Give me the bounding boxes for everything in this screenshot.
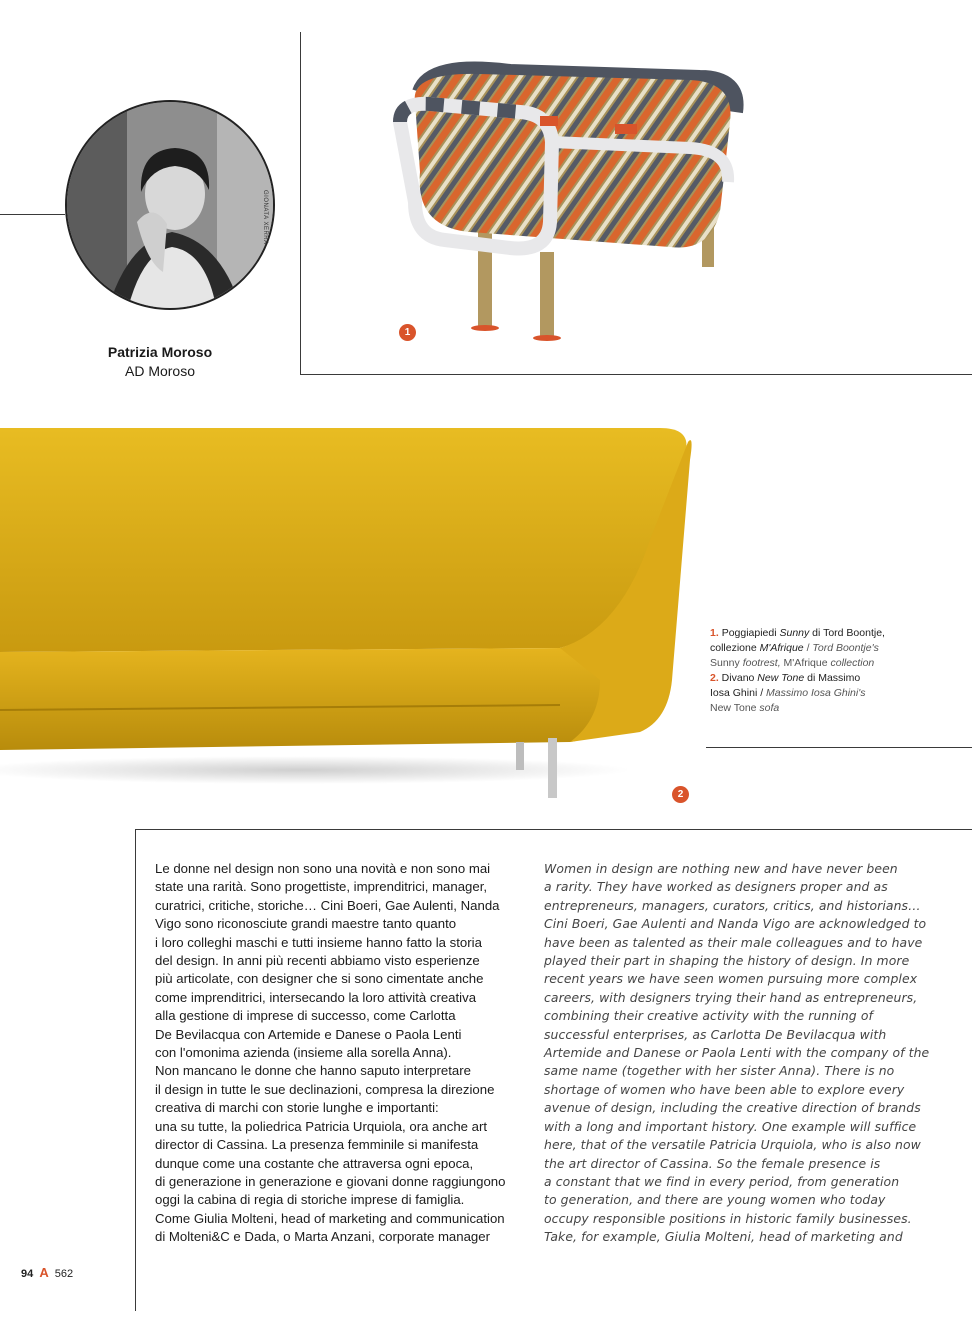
- body-line: same name (together with her sister Anna). There is no: [544, 1063, 895, 1079]
- body-line: i loro colleghi maschi e tutti insieme hanno fatto la storia: [155, 934, 482, 950]
- body-line: Artemide and Danese or Paola Lenti with the company of the: [544, 1045, 930, 1061]
- magazine-logo: A: [39, 1265, 49, 1280]
- caption-text: di Massimo: [804, 672, 861, 684]
- person-name: Patrizia Moroso: [107, 344, 213, 360]
- caption-text: Sunny: [710, 657, 743, 669]
- body-line: director di Cassina. La presenza femminile si manifesta: [155, 1137, 479, 1153]
- body-line: Come Giulia Molteni, head of marketing and communication: [155, 1210, 505, 1226]
- rule-left-portrait: [0, 214, 65, 215]
- body-line: più articolate, con designer che si sono cimentate anche: [155, 971, 484, 987]
- rule-top-frame-vertical: [300, 32, 301, 374]
- body-line: di generazione in generazione e giovani donne raggiungono: [155, 1173, 506, 1189]
- body-line: a rarity. They have worked as designers proper and as: [544, 879, 888, 895]
- caption-text: Tord Boontje's: [812, 642, 879, 654]
- body-text-english: [544, 860, 930, 1247]
- body-line: avenue of design, including the creative direction of brands: [544, 1100, 921, 1116]
- body-line: alla gestione di imprese di successo, come Carlotta: [155, 1008, 456, 1024]
- page-number: 94: [21, 1268, 34, 1280]
- body-line: careers, with designers trying their hand as entrepreneurs,: [544, 989, 918, 1005]
- caption-item-1: [710, 626, 950, 671]
- person-role: AD Moroso: [124, 363, 196, 379]
- body-line: here, that of the versatile Patricia Urquiola, who is also now: [544, 1137, 921, 1153]
- caption-text: New Tone: [757, 672, 805, 684]
- body-line: state una rarità. Sono progettiste, imprenditrici, manager,: [155, 879, 488, 895]
- caption-text: M'Afrique: [780, 657, 831, 669]
- image-captions: [710, 626, 950, 716]
- body-line: Take, for example, Giulia Molteni, head of marketing and: [544, 1229, 903, 1245]
- rule-top-frame-bottom: [300, 374, 972, 375]
- body-line: with a long and important history. One example will suffice: [544, 1118, 917, 1134]
- body-line: a constant that we find in every period, from generation: [544, 1173, 900, 1189]
- caption-text: Divano: [718, 672, 758, 684]
- body-line: successful enterprises, as Carlotta De Bevilacqua with: [544, 1026, 887, 1042]
- body-line: curatrici, critiche, storiche… Cini Boeri, Gae Aulenti, Nanda: [155, 897, 500, 913]
- body-line: Non mancano le donne che hanno saputo interpretare: [155, 1063, 471, 1079]
- body-line: played their part in shaping the history of design. In more: [544, 953, 910, 969]
- body-line: occupy responsible positions in historic family businesses.: [544, 1210, 912, 1226]
- badge-2: 2: [672, 786, 689, 803]
- caption-text: Massimo Iosa Ghini's: [766, 687, 866, 699]
- caption-text: Poggiapiedi: [721, 627, 780, 639]
- caption-text: collection: [830, 657, 875, 669]
- caption-text: collezione: [710, 642, 760, 654]
- badge-1: 1: [399, 324, 416, 341]
- caption-item-2: [710, 671, 950, 716]
- body-line: the art director of Cassina. So the female presence is: [544, 1155, 881, 1171]
- sofa-image: [0, 420, 700, 810]
- body-line: shortage of women who have been able to explore every: [544, 1081, 905, 1097]
- caption-number-2: 2.: [710, 672, 719, 684]
- caption-text: /: [803, 642, 813, 654]
- photo-credit: GIONATA XERRA: [262, 190, 268, 245]
- body-line: De Bevilacqua con Artemide e Danese o Paola Lenti: [155, 1026, 462, 1042]
- body-line: dunque come una costante che attraversa ogni epoca,: [155, 1155, 474, 1171]
- body-line: combining their creative activity with the running of: [544, 1008, 873, 1024]
- body-text-italian: [155, 860, 525, 1247]
- caption-text: di Tord Boontje,: [809, 627, 885, 639]
- caption-text: footrest,: [742, 657, 781, 669]
- caption-text: New Tone: [710, 702, 760, 714]
- footrest-image: [390, 52, 770, 352]
- body-line: del design. In anni più recenti abbiamo visto esperienze: [155, 953, 480, 969]
- body-line: to generation, and there are young women who today: [544, 1192, 886, 1208]
- rule-text-top: [135, 829, 972, 830]
- body-line: con l'omonima azienda (insieme alla sorella Anna).: [155, 1045, 452, 1061]
- body-line: Cini Boeri, Gae Aulenti and Nanda Vigo are acknowledged to: [544, 916, 927, 932]
- sofa-illustration: [0, 420, 700, 810]
- issue-number: 562: [54, 1268, 74, 1280]
- caption-text: sofa: [759, 702, 780, 714]
- body-line: Vigo sono riconosciute grandi maestre tanto quanto: [155, 916, 457, 932]
- body-line: il design in tutte le sue declinazioni, compresa la direzione: [155, 1081, 495, 1097]
- body-line: di Molteni&C e Dada, o Marta Anzani, corporate manager: [155, 1229, 490, 1245]
- caption-text: M'Afrique: [759, 642, 804, 654]
- portrait-illustration: [67, 102, 275, 310]
- body-line: creativa di marchi con storie lunghe e importanti:: [155, 1100, 439, 1116]
- caption-text: Sunny: [779, 627, 810, 639]
- body-line: entrepreneurs, managers, curators, critics, and historians…: [544, 897, 921, 913]
- caption-text: Iosa Ghini /: [710, 687, 767, 699]
- caption-number-1: 1.: [710, 627, 719, 639]
- body-line: recent years we have seen women pursuing more complex: [544, 971, 918, 987]
- rule-text-left: [135, 829, 136, 1311]
- rule-caption-bottom: [706, 747, 972, 748]
- portrait-photo: [65, 100, 275, 310]
- body-line: Le donne nel design non sono una novità e non sono mai: [155, 861, 491, 876]
- body-line: oggi la cabina di regia di storiche imprese di famiglia.: [155, 1192, 465, 1208]
- body-line: Women in design are nothing new and have never been: [544, 861, 898, 876]
- body-line: come imprenditrici, intersecando la loro attività creativa: [155, 989, 477, 1005]
- body-line: have been as talented as their male colleagues and to have: [544, 934, 923, 950]
- body-line: una su tutte, la poliedrica Patricia Urquiola, ora anche art: [155, 1118, 488, 1134]
- footrest-illustration: [390, 52, 770, 352]
- page-folio: [21, 1265, 73, 1280]
